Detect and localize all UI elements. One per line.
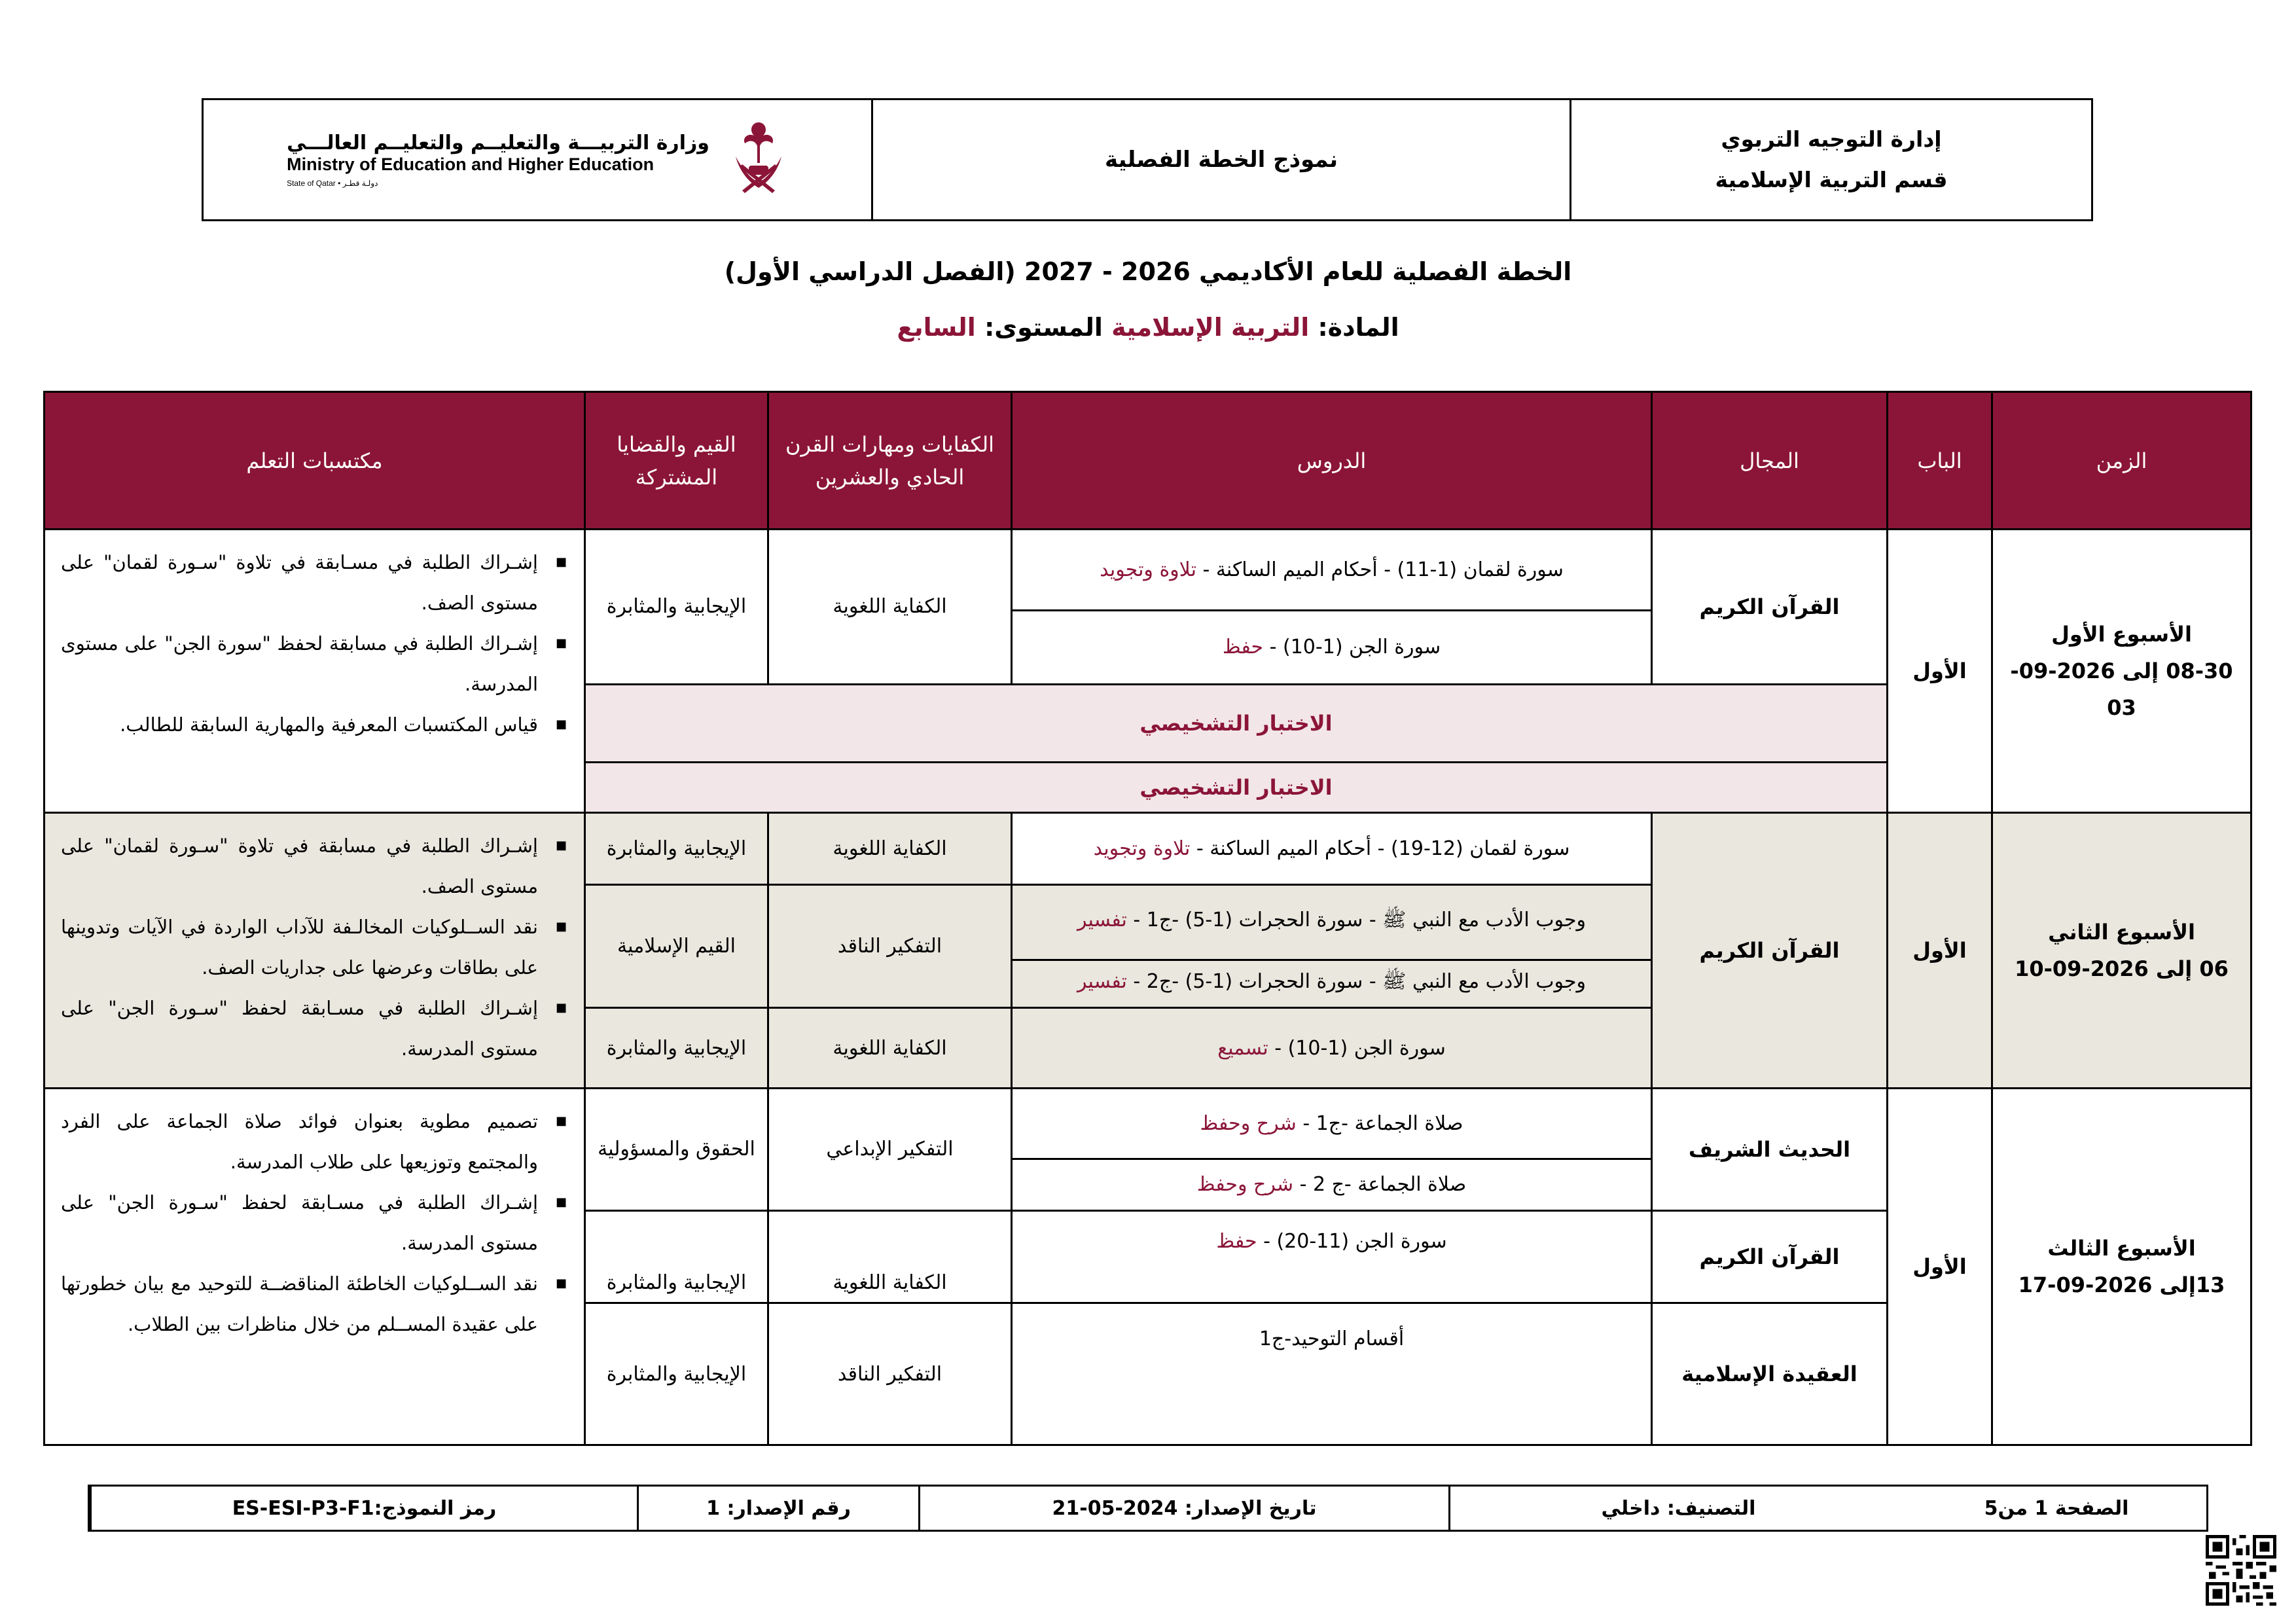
week-name: الأسبوع الثالث	[2047, 1236, 2196, 1261]
outcome-item: ■ إشـراك الطلبة في مسابقة لحفظ "سورة الجن" على مستوى المدرسة.	[61, 623, 538, 704]
week-name: الأسبوع الثاني	[2048, 920, 2195, 945]
table-row	[45, 813, 2251, 884]
lesson-cell	[1012, 610, 1652, 684]
lesson-tag: حفظ	[1222, 636, 1264, 659]
week-2-time	[1992, 813, 2251, 1089]
competency-cell: التفكير الإبداعي	[768, 1089, 1012, 1210]
ministry-name-arabic: وزارة التربيـــة والتعليــم والتعليــم العالـــي	[287, 132, 709, 154]
header-outcomes: مكتسبات التعلم	[45, 392, 585, 530]
lesson-cell	[1012, 813, 1652, 884]
week-chapter: الأول	[1888, 1089, 1992, 1445]
week-1-time	[1992, 530, 2251, 813]
footer-version: رقم الإصدار: 1	[637, 1487, 918, 1530]
lesson-tag: تفسير	[1077, 970, 1127, 994]
document-footer	[88, 1485, 2208, 1532]
table-header-row	[45, 392, 2251, 530]
week-dates: 06 إلى 2026-09-10	[2015, 956, 2229, 982]
value-cell: الإيجابية والمثابرة	[585, 530, 768, 685]
footer-form-code: رمز النموذج:ES-ESI-P3-F1	[90, 1487, 637, 1530]
outcome-item: ■ إشـراك الطلبة في مسـابقة لحفظ "سـورة الجن" على مستوى المدرسة.	[61, 1182, 538, 1263]
lesson-tag: حفظ	[1216, 1229, 1257, 1253]
lesson-cell	[1012, 960, 1652, 1007]
week-dates: 08-30 إلى 2026-09-03	[2010, 659, 2233, 721]
value-cell: الإيجابية والمثابرة	[585, 1007, 768, 1089]
diagnostic-test-row: الاختبار التشخيصي	[585, 763, 1888, 813]
lesson-text: سورة لقمان (1-11) - أحكام الميم الساكنة -	[1196, 558, 1564, 581]
week-chapter: الأول	[1888, 813, 1992, 1089]
outcomes-cell	[45, 1089, 585, 1445]
lesson-text: سورة لقمان (12-19) - أحكام الميم الساكنة -	[1190, 837, 1570, 860]
form-name: نموذج الخطة الفصلية	[871, 100, 1571, 219]
footer-issue-date: تاريخ الإصدار: 2024-05-21	[918, 1487, 1448, 1530]
lesson-cell	[1012, 530, 1652, 611]
lesson-text: أقسام التوحيد-ج1	[1259, 1327, 1405, 1351]
week-3-time	[1992, 1089, 2251, 1445]
state-label: State of Qatar • دولـة قطـر	[287, 179, 378, 188]
lesson-text: سورة الجن (1-10) -	[1263, 636, 1441, 659]
subject-label: المادة:	[1318, 313, 1399, 342]
competency-cell: الكفاية اللغوية	[768, 813, 1012, 884]
competency-cell: التفكير الناقد	[768, 1303, 1012, 1445]
lesson-tag: تفسير	[1077, 909, 1127, 932]
lesson-cell	[1012, 1089, 1652, 1159]
outcome-item: ■ إشـراك الطلبة في مسـابقة لحفظ "سـورة الجن" على مستوى المدرسة.	[61, 988, 538, 1069]
level-label: المستوى:	[984, 313, 1103, 342]
value-cell: القيم الإسلامية	[585, 884, 768, 1007]
competency-cell: التفكير الناقد	[768, 884, 1012, 1007]
outcome-item: ■ قياس المكتسبات المعرفية والمهارية السابقة للطالب.	[61, 704, 538, 745]
diagnostic-test-row: الاختبار التشخيصي	[585, 684, 1888, 762]
lesson-tag: تلاوة وتجويد	[1100, 558, 1196, 581]
lesson-text: سورة الجن (11-20) -	[1257, 1229, 1447, 1253]
document-header	[202, 98, 2093, 221]
header-time: الزمن	[1992, 392, 2251, 530]
outcome-item: ■ تصميم مطوية بعنوان فوائد صلاة الجماعة على الفرد والمجتمع وتوزيعها على طلاب المدرسة.	[61, 1101, 538, 1182]
subject-line	[0, 313, 2296, 342]
outcome-item: ■ إشـراك الطلبة في مسابقة في تلاوة "سـورة لقمان" على مستوى الصف.	[61, 825, 538, 907]
lesson-text: سورة الجن (1-10) -	[1268, 1036, 1446, 1060]
subject-value: التربية الإسلامية	[1111, 313, 1310, 342]
lesson-text: وجوب الأدب مع النبي ﷺ - سورة الحجرات (1-5) -ج1 -	[1126, 909, 1587, 932]
outcome-item: ■ نقد الســلوكيات المخالـفة للآداب الواردة في الآيات وتدوينها على بطاقات وعرضها على جداريات الصف.	[61, 907, 538, 988]
header-field: المجال	[1652, 392, 1888, 530]
competency-cell: الكفاية اللغوية	[768, 1210, 1012, 1303]
lesson-tag: تلاوة وتجويد	[1093, 837, 1191, 860]
week-name: الأسبوع الأول	[2051, 622, 2192, 647]
competency-cell: الكفاية اللغوية	[768, 530, 1012, 685]
outcomes-cell	[45, 813, 585, 1089]
outcome-item: ■ نقد الســلوكيات الخاطئة المناقضــة للتوحيد مع بيان خطورتها على عقيدة المســلم من خلال مناظرات بين الطلاب.	[61, 1263, 538, 1344]
lesson-cell	[1012, 1159, 1652, 1210]
lesson-tag: شرح وحفظ	[1200, 1111, 1297, 1135]
header-competencies: الكفايات ومهارات القرن الحادي والعشرين	[768, 392, 1012, 530]
value-cell: الإيجابية والمثابرة	[585, 1303, 768, 1445]
outcome-item: ■ إشـراك الطلبة في مسـابقة في تلاوة "سـورة لقمان" على مستوى الصف.	[61, 542, 538, 623]
semester-plan-table	[43, 391, 2252, 1446]
lesson-cell	[1012, 1007, 1652, 1089]
qr-code-icon	[2206, 1535, 2276, 1606]
week-field: القرآن الكريم	[1652, 1210, 1888, 1303]
value-cell: الحقوق والمسؤولية	[585, 1089, 768, 1210]
lesson-tag: شرح وحفظ	[1196, 1173, 1294, 1197]
department-cell	[1571, 100, 2091, 219]
lesson-text: وجوب الأدب مع النبي ﷺ - سورة الحجرات (1-5) -ج2 -	[1126, 970, 1587, 994]
week-field: القرآن الكريم	[1652, 530, 1888, 685]
ministry-name-english: Ministry of Education and Higher Education	[287, 154, 655, 174]
week-field: القرآن الكريم	[1652, 813, 1888, 1089]
lesson-text: صلاة الجماعة -ج 2 -	[1293, 1173, 1467, 1197]
footer-page-number: الصفحة 1 من5	[1984, 1496, 2129, 1520]
level-value: السابع	[897, 313, 976, 342]
week-field: العقيدة الإسلامية	[1652, 1303, 1888, 1445]
footer-classification: التصنيف: داخلي	[1448, 1487, 1907, 1530]
table-row	[45, 530, 2251, 611]
header-values: القيم والقضايا المشتركة	[585, 392, 768, 530]
department-line-2: قسم التربية الإسلامية	[1715, 167, 1948, 192]
value-cell: الإيجابية والمثابرة	[585, 1210, 768, 1303]
department-line-1: إدارة التوجيه التربوي	[1721, 126, 1942, 152]
lesson-cell	[1012, 884, 1652, 960]
header-lessons: الدروس	[1012, 392, 1652, 530]
value-cell: الإيجابية والمثابرة	[585, 813, 768, 884]
competency-cell: الكفاية اللغوية	[768, 1007, 1012, 1089]
header-chapter: الباب	[1888, 392, 1992, 530]
qatar-emblem-icon	[729, 117, 788, 202]
table-row	[45, 1089, 2251, 1159]
lesson-cell	[1012, 1303, 1652, 1445]
week-dates: 13إلى 2026-09-17	[2018, 1272, 2225, 1298]
lesson-text: صلاة الجماعة -ج1 -	[1296, 1111, 1463, 1135]
document-title: الخطة الفصلية للعام الأكاديمي 2026 - 2027 (الفصل الدراسي الأول)	[724, 257, 1572, 286]
week-field: الحديث الشريف	[1652, 1089, 1888, 1210]
lesson-tag: تسميع	[1217, 1036, 1268, 1060]
outcomes-cell	[45, 530, 585, 813]
lesson-cell	[1012, 1210, 1652, 1303]
week-chapter: الأول	[1888, 530, 1992, 813]
ministry-logo-cell	[204, 100, 871, 219]
